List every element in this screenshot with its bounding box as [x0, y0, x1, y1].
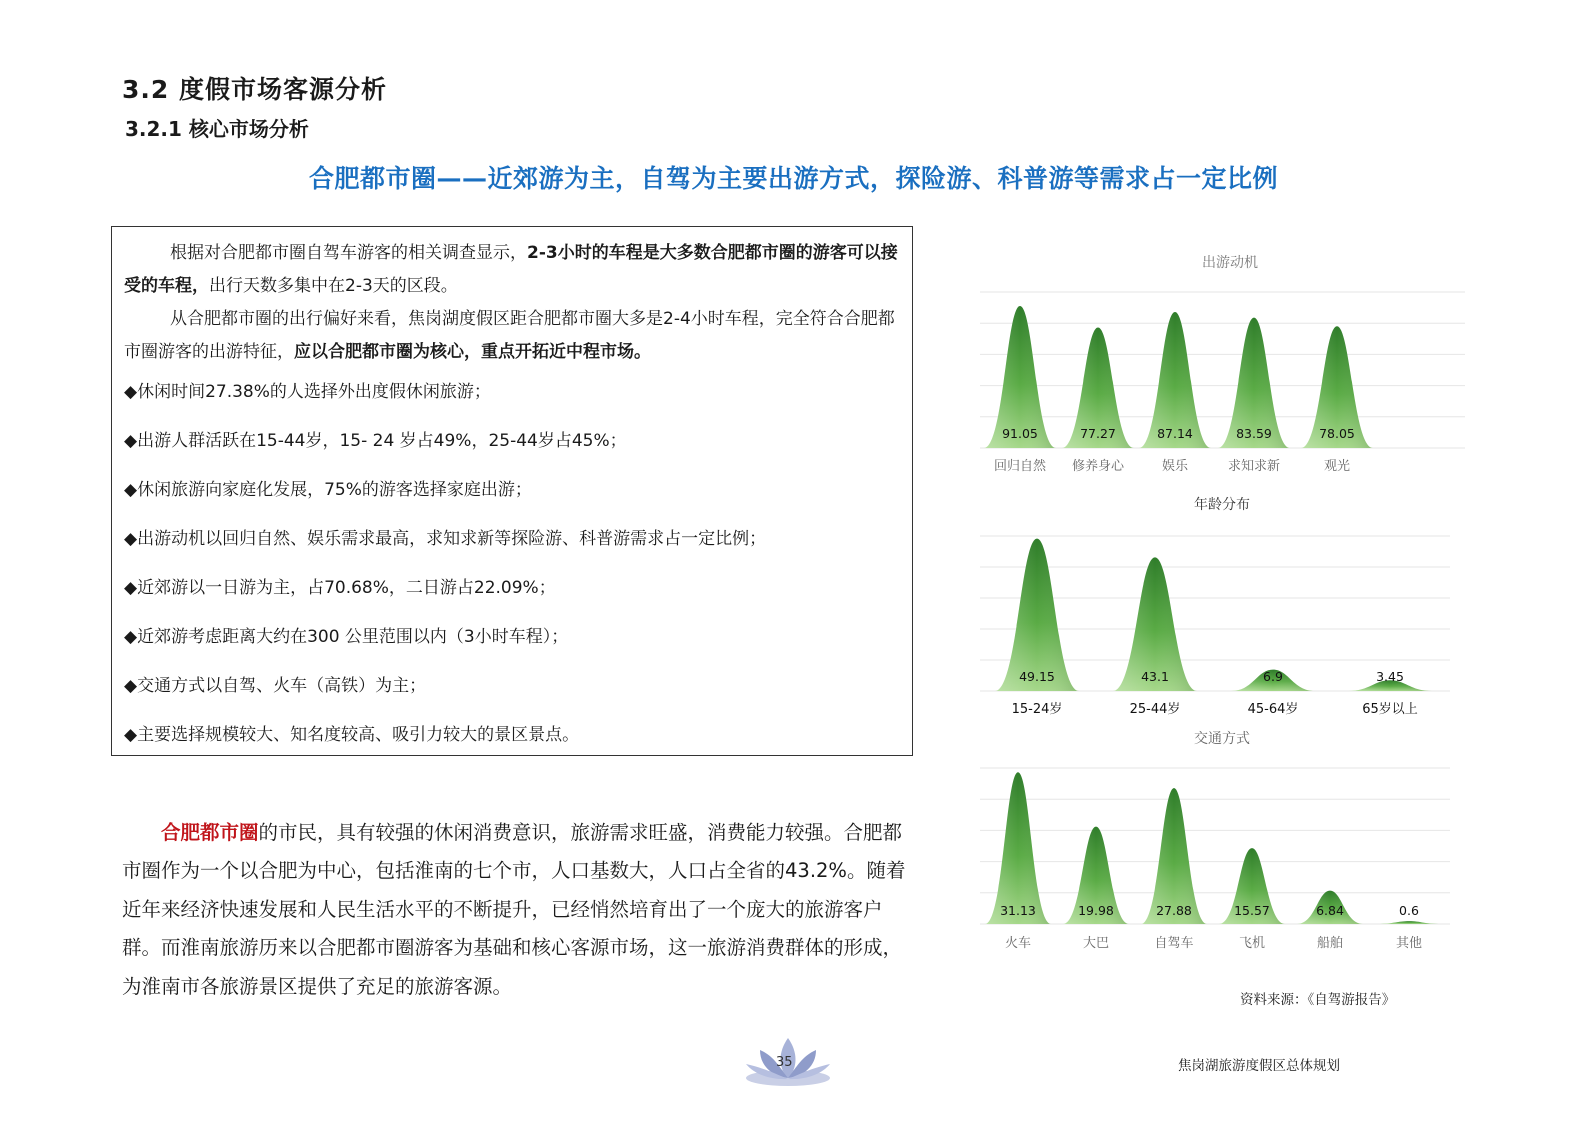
data-label: 49.15	[1019, 669, 1055, 684]
data-label: 6.84	[1316, 903, 1344, 918]
category-label: 飞机	[1238, 936, 1266, 951]
category-label: 修养身心	[1071, 459, 1125, 474]
data-label: 91.05	[1002, 426, 1038, 441]
bullet-item: ◆近郊游考虑距离大约在300 公里范围以内（3小时车程）；	[124, 627, 569, 647]
p1-text: 根据对合肥都市圈自驾车游客的相关调查显示，	[170, 243, 527, 263]
chart-title: 出游动机	[1202, 255, 1258, 271]
transport-mode-chart	[980, 731, 1450, 951]
category-label: 娱乐	[1161, 459, 1189, 474]
p1-text-end: 出行天数多集中在2-3天的区段。	[209, 276, 458, 296]
market-description-text: 的市民，具有较强的休闲消费意识，旅游需求旺盛，消费能力较强。合肥都市圈作为一个以合肥为中心，包括淮南的七个市，人口基数大，人口占全省的43.2%。随着近年来经济快速发展和人民生活水平的不断提升，已经悄然培育出了一个庞大的旅游客户群。而淮南旅游历来以合肥都市圈游客为基础和核心客源市场，这一旅游消费群体的形成，为淮南市各旅游景区提供了充足的旅游客源。	[122, 821, 906, 998]
bullet-item: ◆休闲旅游向家庭化发展，75%的游客选择家庭出游；	[124, 480, 532, 500]
category-label: 回归自然	[993, 459, 1047, 474]
data-source: 资料来源：《自驾游报告》	[1240, 992, 1396, 1008]
category-label: 求知求新	[1227, 459, 1281, 474]
data-label: 31.13	[1000, 903, 1036, 918]
bullet-item: ◆出游人群活跃在15-44岁，15- 24 岁占49%，25-44岁占45%；	[124, 431, 627, 451]
category-label: 65岁以上	[1362, 702, 1418, 717]
subsection-title: 3.2.1 核心市场分析	[125, 117, 309, 141]
bullet-item: ◆近郊游以一日游为主，占70.68%，二日游占22.09%；	[124, 578, 556, 598]
p2-text: 从合肥都市圈的出行偏好来看，焦岗湖度假区距合肥都市圈大多是2-4小时车程，完全符合合肥都市圈游客的出游特征，	[124, 309, 895, 362]
category-label: 大巴	[1082, 936, 1110, 951]
bullet-item: ◆休闲时间27.38%的人选择外出度假休闲旅游；	[124, 382, 491, 402]
p1-bold: 2-3小时的车程是大多数合肥都市圈的游客可以接受的车程，	[124, 243, 898, 296]
page-number: 35	[776, 1055, 793, 1070]
data-label: 83.59	[1236, 426, 1272, 441]
bullet-item: ◆交通方式以自驾、火车（高铁）为主；	[124, 676, 427, 696]
document-title: 焦岗湖旅游度假区总体规划	[1178, 1058, 1340, 1074]
data-label: 78.05	[1319, 426, 1355, 441]
category-label: 船舶	[1316, 936, 1344, 951]
bullet-item: ◆主要选择规模较大、知名度较高、吸引力较大的景区景点。	[124, 725, 580, 745]
chart-title: 年龄分布	[1194, 497, 1250, 513]
highlight-term: 合肥都市圈	[161, 821, 259, 844]
travel-motivation-chart	[980, 254, 1465, 474]
data-label: 6.9	[1263, 669, 1283, 684]
bullet-item: ◆出游动机以回归自然、娱乐需求最高，求知求新等探险游、科普游需求占一定比例；	[124, 529, 767, 549]
chart-title: 交通方式	[1194, 731, 1250, 747]
data-label: 0.6	[1399, 903, 1419, 918]
category-label: 自驾车	[1154, 936, 1194, 951]
section-title: 3.2 度假市场客源分析	[122, 75, 387, 104]
category-label: 25-44岁	[1129, 702, 1181, 717]
p2-bold: 应以合肥都市圈为核心，重点开拓近中程市场。	[294, 342, 651, 362]
data-label: 43.1	[1141, 669, 1169, 684]
headline: 合肥都市圈——近郊游为主，自驾为主要出游方式，探险游、科普游等需求占一定比例	[308, 164, 1278, 193]
data-label: 15.57	[1234, 903, 1270, 918]
category-label: 观光	[1323, 459, 1351, 474]
data-peak-shade	[985, 772, 1051, 924]
category-label: 火车	[1004, 936, 1032, 951]
category-label: 45-64岁	[1247, 702, 1299, 717]
category-label: 15-24岁	[1011, 702, 1063, 717]
data-label: 19.98	[1078, 903, 1114, 918]
data-label: 27.88	[1156, 903, 1192, 918]
data-label: 87.14	[1157, 426, 1193, 441]
category-label: 其他	[1395, 936, 1423, 951]
data-label: 3.45	[1376, 669, 1404, 684]
data-label: 77.27	[1080, 426, 1116, 441]
age-distribution-chart	[980, 496, 1450, 717]
